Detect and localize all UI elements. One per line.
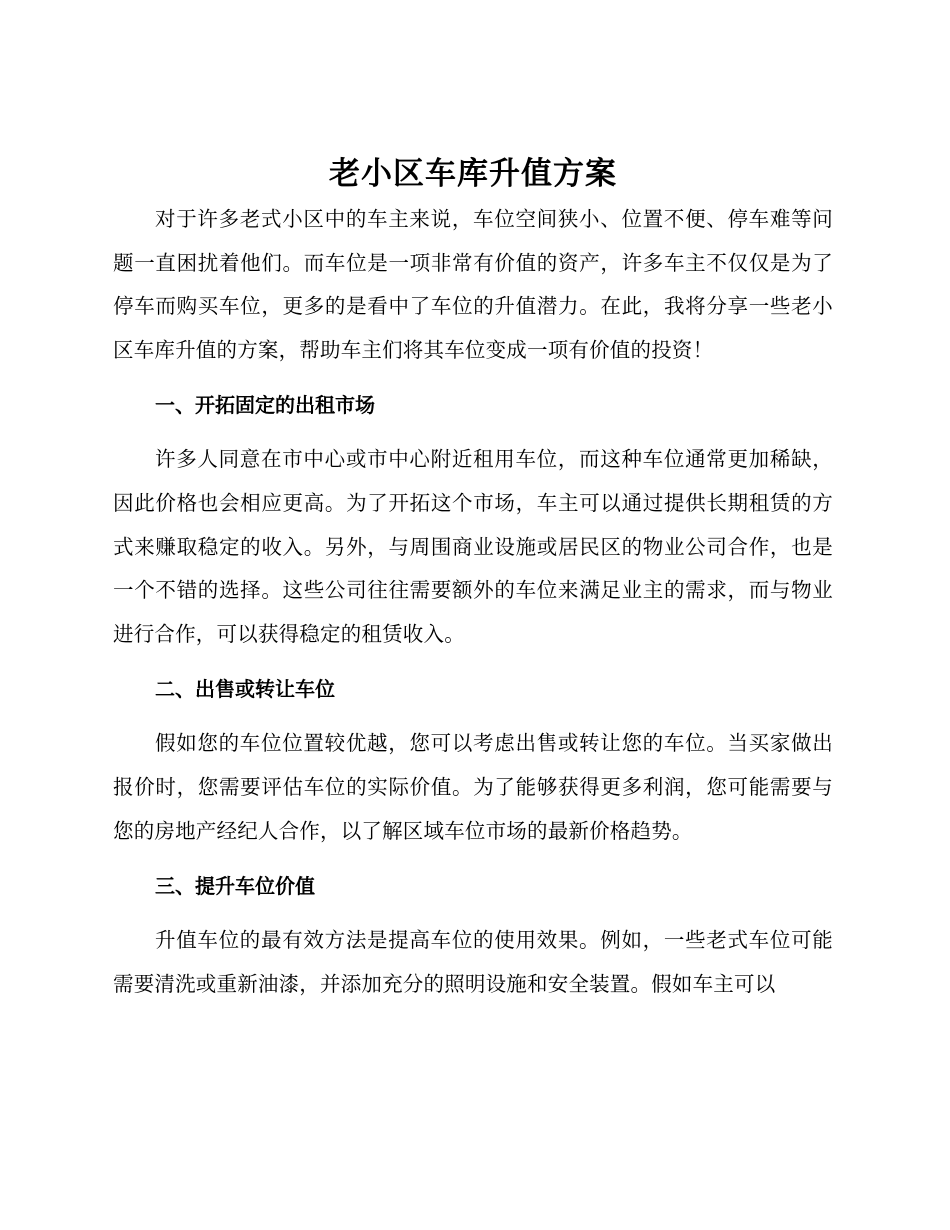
document-body (113, 150, 833, 1006)
section-body-rental-market: 许多人同意在市中心或市中心附近租用车位，而这种车位通常更加稀缺，因此价格也会相应更高。为了开拓这个市场，车主可以通过提供长期租赁的方式来赚取稳定的收入。另外，与周围商业设施或居民区的物业公司合作，也是一个不错的选择。这些公司往往需要额外的车位来满足业主的需求，而与物业进行合作，可以获得稳定的租赁收入。 (113, 447, 833, 646)
intro-paragraph: 对于许多老式小区中的车主来说，车位空间狭小、位置不便、停车难等问题一直困扰着他们。而车位是一项非常有价值的资产，许多车主不仅仅是为了停车而购买车位，更多的是看中了车位的升值潜力。在此，我将分享一些老小区车库升值的方案，帮助车主们将其车位变成一项有价值的投资！ (113, 207, 833, 362)
section-heading-improve-value: 三、提升车位价值 (155, 874, 315, 899)
document-title: 老小区车库升值方案 (329, 156, 617, 192)
section-heading-rental-market: 一、开拓固定的出租市场 (155, 393, 375, 418)
section-body-sell-transfer: 假如您的车位位置较优越，您可以考虑出售或转让您的车位。当买家做出报价时，您需要评估车位的实际价值。为了能够获得更多利润，您可能需要与您的房地产经纪人合作，以了解区域车位市场的最新价格趋势。 (113, 731, 833, 843)
section-body-improve-value: 升值车位的最有效方法是提高车位的使用效果。例如，一些老式车位可能需要清洗或重新油漆，并添加充分的照明设施和安全装置。假如车主可以 (113, 928, 833, 996)
section-heading-sell-transfer: 二、出售或转让车位 (155, 677, 335, 702)
